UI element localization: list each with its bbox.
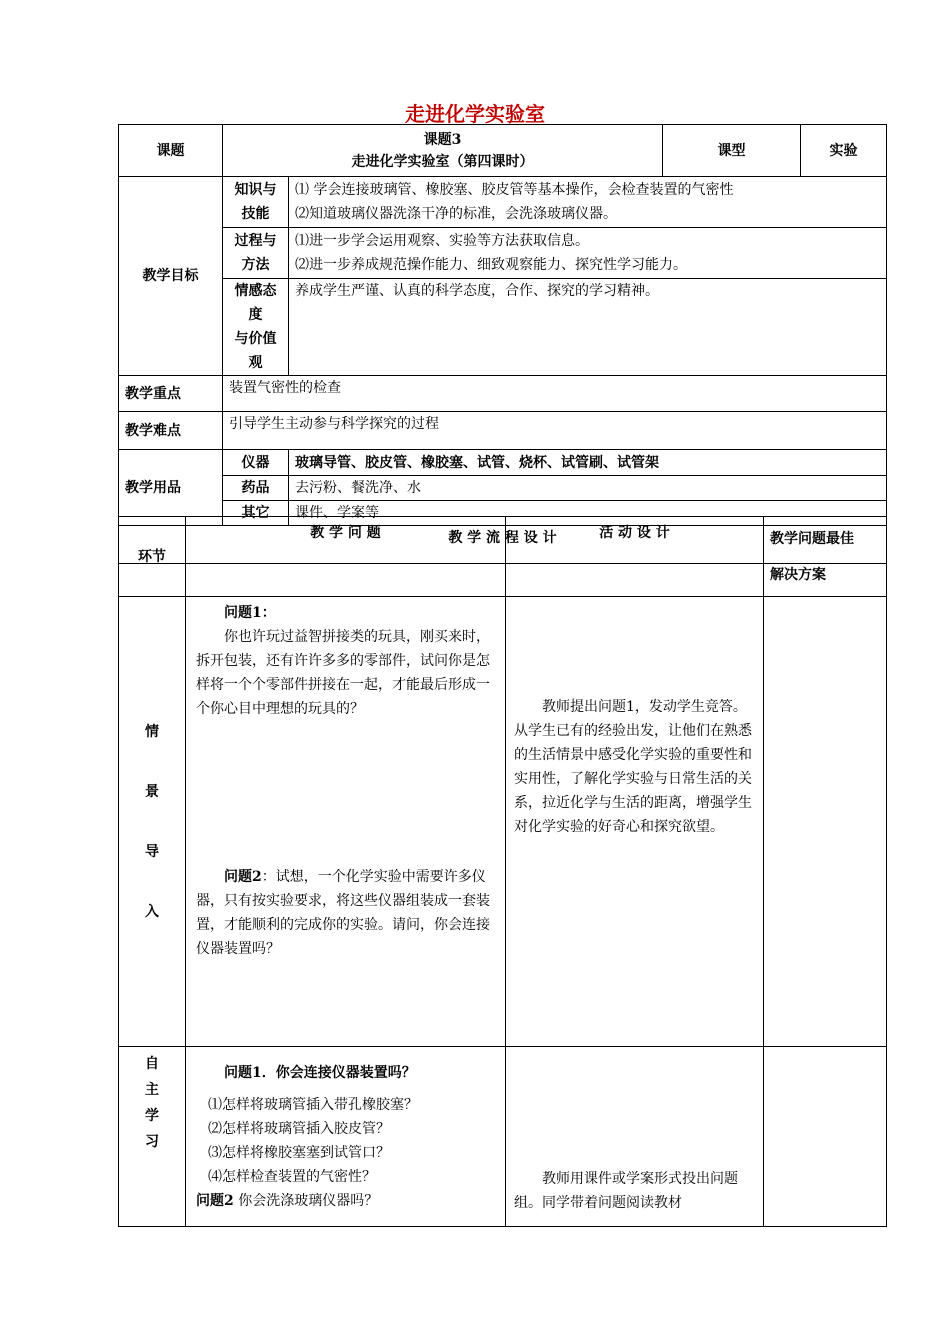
chemicals-row: [119, 476, 887, 501]
instruments-row: [119, 450, 887, 476]
emotion-label-2: 与价值观: [234, 331, 277, 371]
process-label-1: 过程与: [234, 233, 277, 249]
topic-line-1: 课题3: [423, 131, 462, 148]
stage2-q2-title: 问题2: [196, 1193, 234, 1209]
process-text: [289, 228, 887, 279]
lesson-info-table: [118, 124, 887, 564]
stage2-q1-title: 问题1．你会连接仪器装置吗？: [224, 1065, 416, 1081]
stage1-q2-text: ：试想，一个化学实验中需要许多仪器，只有按实验要求，将这些仪器组装成一套装置，才能顺利的完成你的实验。请问，你会连接仪器装置吗？: [196, 869, 490, 957]
key-point-value: 装置气密性的检查: [223, 376, 887, 412]
instruments-label: 仪器: [223, 450, 289, 476]
document-title: 走进化学实验室: [405, 102, 545, 126]
stage2-row: [119, 1047, 887, 1227]
stage-header: 环节: [119, 517, 186, 597]
stage2-item-1: ⑴怎样将玻璃管插入带孔橡胶塞？: [208, 1097, 418, 1113]
key-point-label: 教学重点: [119, 376, 223, 412]
type-label: 课型: [663, 125, 801, 177]
difficulty-row: [119, 412, 887, 450]
goal-process-row: [119, 228, 887, 279]
stage1-label: [119, 597, 186, 1047]
stage1-row: [119, 597, 887, 1047]
flow-table: [118, 516, 887, 1227]
type-value: 实验: [801, 125, 887, 177]
other-value: 课件、学案等: [289, 501, 887, 526]
key-point-row: [119, 376, 887, 412]
stage2-activity: [506, 1047, 764, 1227]
knowledge-label-2: 技能: [241, 206, 270, 222]
stage1-q2: [196, 865, 495, 961]
topic-line-2: 走进化学实验室（第四课时）: [351, 153, 534, 170]
topic-label: 课题: [119, 125, 223, 177]
stage2-activity-text: 教师用课件或学案形式投出问题组。同学带着问题阅读教材: [514, 1171, 738, 1211]
stage2-item-2: ⑵怎样将玻璃管插入胶皮管？: [208, 1121, 390, 1137]
stage2-item-4: ⑷怎样检查装置的气密性？: [208, 1169, 376, 1185]
chemicals-label: 药品: [223, 476, 289, 501]
knowledge-item-2: ⑵知道玻璃仪器洗涤干净的标准，会洗涤玻璃仪器。: [295, 206, 617, 222]
process-item-1: ⑴进一步学会运用观察、实验等方法获取信息。: [295, 233, 589, 249]
knowledge-label-1: 知识与: [234, 182, 277, 198]
stage2-q2: [196, 1189, 495, 1213]
stage1-q1-title: 问题1：: [224, 605, 276, 621]
stage2-questions: [186, 1047, 506, 1227]
materials-label: 教学用品: [119, 450, 223, 526]
process-item-2: ⑵进一步养成规范操作能力、细致观察能力、探究性学习能力。: [295, 257, 687, 273]
other-label: 其它: [223, 501, 289, 526]
stage2-char-4: 习: [145, 1134, 159, 1150]
stage1-char-2: 景: [145, 783, 159, 800]
emotion-label: [223, 279, 289, 376]
stage2-solution: [764, 1047, 887, 1227]
stage2-item-3: ⑶怎样将橡胶塞塞到试管口？: [208, 1145, 390, 1161]
goal-emotion-row: [119, 279, 887, 376]
stage2-char-1: 自: [145, 1056, 159, 1072]
stage1-q2-title: 问题2: [224, 869, 262, 885]
stage1-q1-text: 你也许玩过益智拼接类的玩具，刚买来时，拆开包装，还有许许多多的零部件，试问你是怎样将一个个零部件拼接在一起，才能最后形成一个你心目中理想的玩具的？: [196, 629, 490, 717]
knowledge-label: [223, 177, 289, 228]
stage2-label: [119, 1047, 186, 1227]
flow-header-row: [119, 517, 887, 597]
difficulty-label: 教学难点: [119, 412, 223, 450]
stage2-char-3: 学: [145, 1108, 159, 1124]
stage1-activity: [506, 597, 764, 1047]
emotion-label-1: 情感态度: [234, 283, 277, 323]
stage2-q2-text: 你会洗涤玻璃仪器吗？: [233, 1193, 379, 1209]
solution-header: [764, 517, 887, 597]
stage1-solution: [764, 597, 887, 1047]
emotion-text: 养成学生严谨、认真的科学态度，合作、探究的学习精神。: [289, 279, 887, 376]
process-label: [223, 228, 289, 279]
stage2-char-2: 主: [145, 1082, 159, 1098]
knowledge-text: [289, 177, 887, 228]
solution-header-2: 解决方案: [770, 567, 826, 583]
flow-title: 教 学 流 程 设 计: [119, 526, 887, 564]
stage1-char-4: 入: [145, 903, 159, 920]
instruments-value: 玻璃导管、胶皮管、橡胶塞、试管、烧杯、试管刷、试管架: [289, 450, 887, 476]
stage1-questions: [186, 597, 506, 1047]
knowledge-item-1: ⑴ 学会连接玻璃管、橡胶塞、胶皮管等基本操作，会检查装置的气密性: [295, 182, 734, 198]
topic-cell: [223, 125, 663, 177]
stage1-activity-text: 教师提出问题1，发动学生竞答。从学生已有的经验出发，让他们在熟悉的生活情景中感受化学实验的重要性和实用性，了解化学实验与日常生活的关系，拉近化学与生活的距离，增强学生对化学实验的好奇心和探究欲望。: [514, 699, 752, 835]
goal-knowledge-row: [119, 177, 887, 228]
header-row: [119, 125, 887, 177]
question-header: 教 学 问 题: [186, 517, 506, 597]
stage1-char-3: 导: [145, 843, 159, 860]
process-label-2: 方法: [241, 257, 270, 273]
chemicals-value: 去污粉、餐洗净、水: [289, 476, 887, 501]
goals-label: 教学目标: [119, 177, 223, 376]
stage1-char-1: 情: [145, 723, 159, 740]
activity-header: 活 动 设 计: [506, 517, 764, 597]
difficulty-value: 引导学生主动参与科学探究的过程: [223, 412, 887, 450]
solution-header-1: 教学问题最佳: [770, 531, 854, 547]
